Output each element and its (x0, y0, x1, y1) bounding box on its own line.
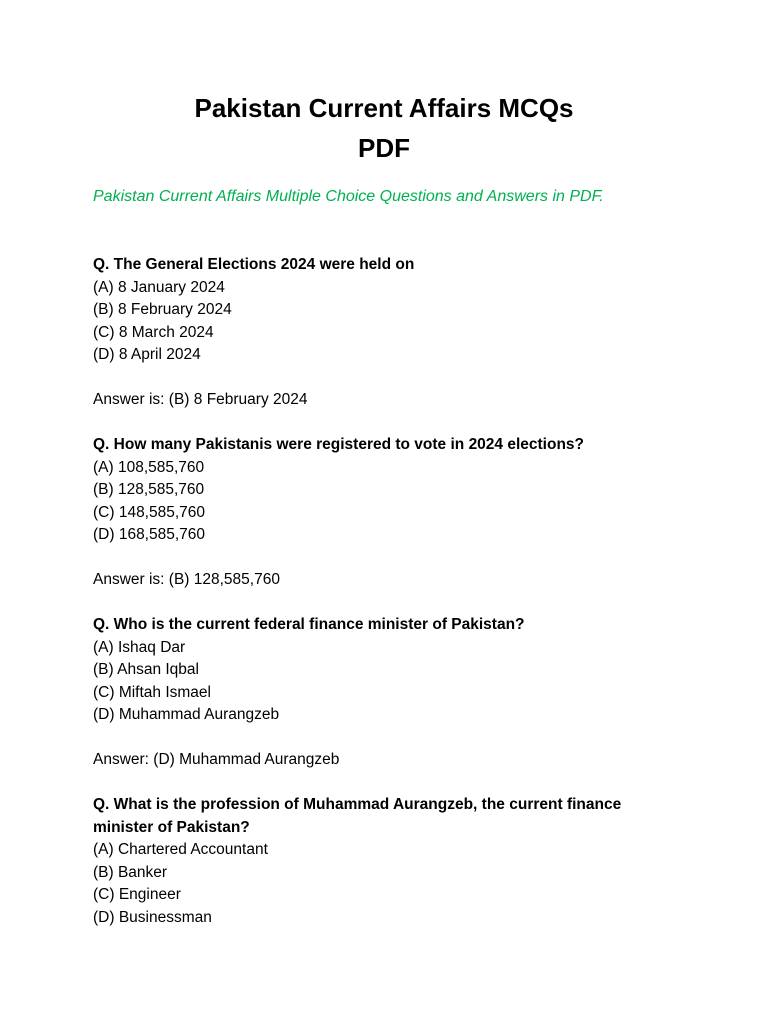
option-d: (D) 168,585,760 (93, 526, 206, 543)
mcq-item (93, 614, 653, 772)
option-b: (B) 128,585,760 (93, 481, 205, 498)
option-a: (A) 8 January 2024 (93, 278, 225, 296)
mcq-item (93, 434, 653, 592)
option-a: (A) Chartered Accountant (93, 841, 268, 858)
mcq-list (93, 254, 653, 952)
option-c: (C) 8 March 2024 (93, 323, 214, 341)
answer-text: Answer is: (B) 8 February 2024 (93, 391, 308, 408)
question-text: Q. Who is the current federal finance minister of Pakistan? (93, 616, 525, 633)
mcq-item (93, 794, 653, 929)
page-subtitle: Pakistan Current Affairs Multiple Choice Questions and Answers in PDF. (93, 188, 604, 205)
question-text: Q. What is the profession of Muhammad Aurangzeb, the current finance minister of Pakistan? (93, 796, 622, 836)
option-c: (C) Engineer (93, 886, 181, 903)
option-d: (D) Businessman (93, 908, 212, 926)
option-d: (D) 8 April 2024 (93, 346, 201, 363)
option-c: (C) 148,585,760 (93, 503, 206, 521)
option-a: (A) Ishaq Dar (93, 638, 186, 656)
option-d: (D) Muhammad Aurangzeb (93, 706, 280, 723)
option-b: (B) Ahsan Iqbal (93, 661, 199, 678)
mcq-item (93, 254, 653, 412)
question-text: Q. How many Pakistanis were registered to vote in 2024 elections? (93, 436, 585, 453)
title-line-1: Pakistan Current Affairs MCQs (194, 93, 574, 123)
option-c: (C) Miftah Ismael (93, 683, 211, 701)
option-b: (B) 8 February 2024 (93, 301, 232, 318)
page-title (0, 88, 768, 168)
answer-text: Answer: (D) Muhammad Aurangzeb (93, 751, 340, 768)
question-text: Q. The General Elections 2024 were held on (93, 256, 415, 273)
option-b: (B) Banker (93, 863, 168, 881)
answer-text: Answer is: (B) 128,585,760 (93, 571, 280, 588)
title-line-2: PDF (358, 133, 410, 163)
option-a: (A) 108,585,760 (93, 458, 205, 476)
